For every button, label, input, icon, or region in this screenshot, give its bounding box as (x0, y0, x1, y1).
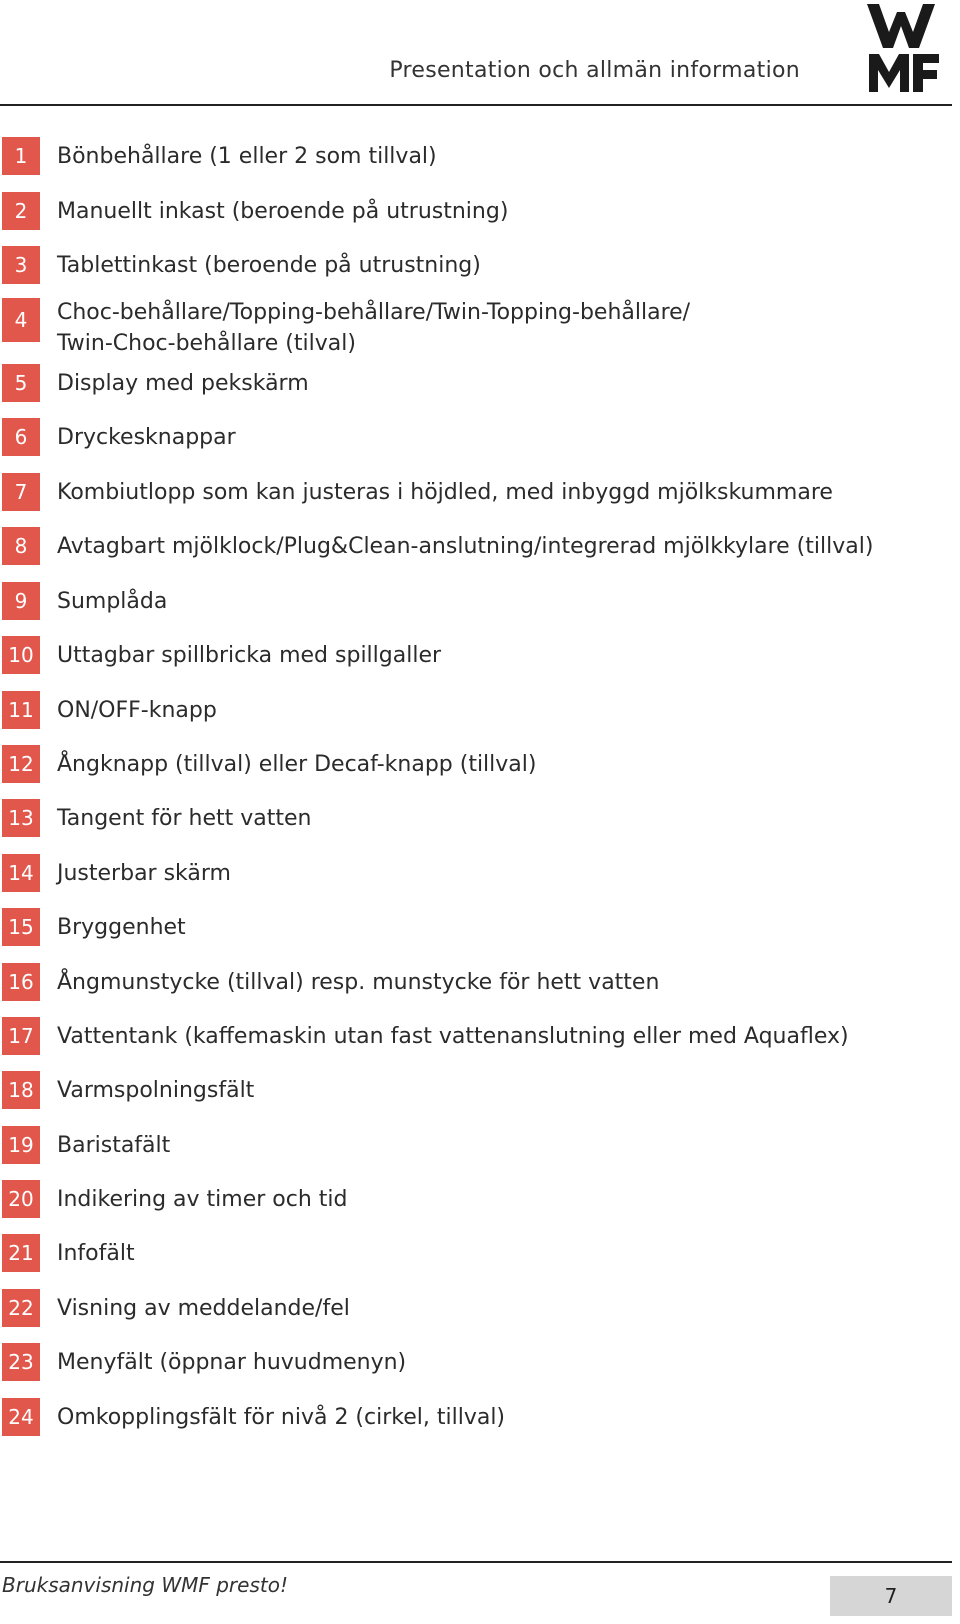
item-label-line-2: Twin-Choc-behållare (tilval) (57, 331, 356, 356)
footer-divider (0, 1561, 952, 1563)
item-label: Ångknapp (tillval) eller Decaf-knapp (tillval) (57, 752, 537, 777)
item-label: Sumplåda (57, 589, 168, 614)
item-number-badge: 17 (2, 1017, 40, 1055)
item-number-badge: 11 (2, 691, 40, 729)
item-label: Omkopplingsfält för nivå 2 (cirkel, tillval) (57, 1405, 506, 1430)
item-label: Indikering av timer och tid (57, 1187, 348, 1212)
item-number-badge: 18 (2, 1071, 40, 1109)
item-label: Manuellt inkast (beroende på utrustning) (57, 199, 509, 224)
item-number-badge: 21 (2, 1234, 40, 1272)
page-header-title: Presentation och allmän information (389, 58, 800, 83)
item-label: Ångmunstycke (tillval) resp. munstycke för hett vatten (57, 970, 660, 995)
item-number-badge: 12 (2, 745, 40, 783)
item-number-badge: 23 (2, 1343, 40, 1381)
item-number-badge: 3 (2, 246, 40, 284)
item-label: Infofält (57, 1241, 135, 1266)
wmf-logo (867, 4, 943, 96)
item-label: Varmspolningsfält (57, 1078, 255, 1103)
item-number-badge: 20 (2, 1180, 40, 1218)
item-number-badge: 10 (2, 636, 40, 674)
item-number-badge: 14 (2, 854, 40, 892)
item-number-badge: 7 (2, 473, 40, 511)
item-number-badge: 6 (2, 418, 40, 456)
item-label: ON/OFF-knapp (57, 698, 217, 723)
item-label: Bryggenhet (57, 915, 186, 940)
item-label: Menyfält (öppnar huvudmenyn) (57, 1350, 407, 1375)
header-divider (0, 104, 952, 106)
manual-title: Bruksanvisning WMF presto! (2, 1573, 288, 1597)
item-label: Tablettinkast (beroende på utrustning) (57, 253, 481, 278)
item-label: Tangent för hett vatten (57, 806, 312, 831)
item-label: Justerbar skärm (57, 861, 231, 886)
item-label: Vattentank (kaffemaskin utan fast vattenanslutning eller med Aquaflex) (57, 1024, 849, 1049)
item-number-badge: 2 (2, 192, 40, 230)
item-number-badge: 5 (2, 364, 40, 402)
item-number-badge: 4 (2, 298, 40, 342)
item-label: Dryckesknappar (57, 425, 236, 450)
item-label: Baristafält (57, 1133, 171, 1158)
item-number-badge: 15 (2, 908, 40, 946)
page-number: 7 (830, 1576, 952, 1616)
item-number-badge: 16 (2, 963, 40, 1001)
item-number-badge: 22 (2, 1289, 40, 1327)
item-number-badge: 9 (2, 582, 40, 620)
item-label: Kombiutlopp som kan justeras i höjdled, med inbyggd mjölkskummare (57, 480, 833, 505)
item-label (57, 297, 690, 359)
item-number-badge: 24 (2, 1398, 40, 1436)
item-number-badge: 13 (2, 799, 40, 837)
item-number-badge: 19 (2, 1126, 40, 1164)
item-number-badge: 1 (2, 137, 40, 175)
item-label: Visning av meddelande/fel (57, 1296, 350, 1321)
item-label: Display med pekskärm (57, 371, 309, 396)
item-label: Uttagbar spillbricka med spillgaller (57, 643, 442, 668)
item-label: Avtagbart mjölklock/Plug&Clean-anslutning/integrerad mjölkkylare (tillval) (57, 534, 874, 559)
item-label: Bönbehållare (1 eller 2 som tillval) (57, 144, 437, 169)
item-label-line-1: Choc-behållare/Topping-behållare/Twin-Topping-behållare/ (57, 300, 691, 325)
item-number-badge: 8 (2, 527, 40, 565)
